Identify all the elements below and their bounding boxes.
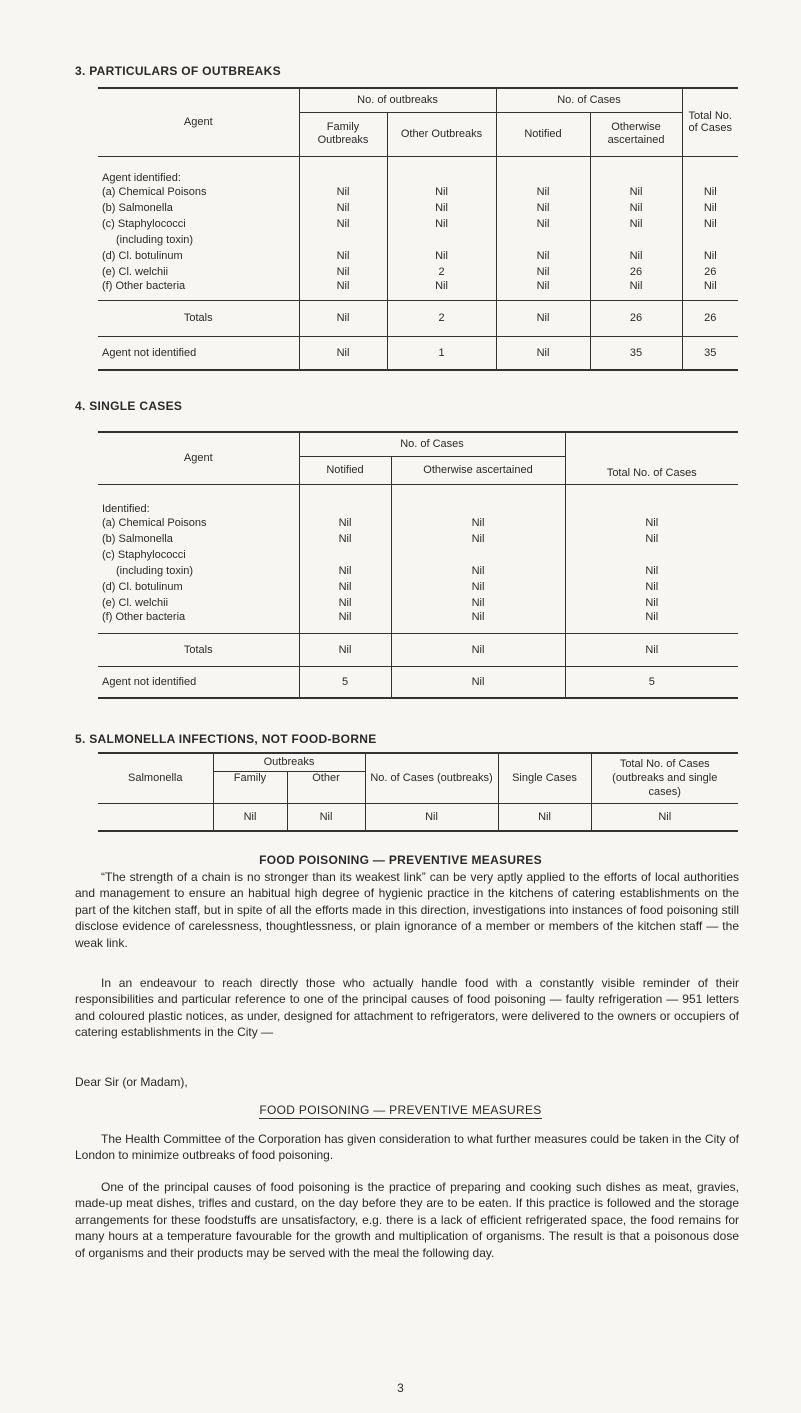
table-row: (d) Cl. botulinum Nil Nil Nil Nil Nil bbox=[98, 248, 738, 264]
group-label: Agent identified: bbox=[98, 156, 299, 184]
header-no-of-outbreaks: No. of outbreaks bbox=[299, 88, 496, 112]
letter-title: FOOD POISONING — PREVENTIVE MEASURES bbox=[259, 1103, 542, 1117]
header-total-cases: Total No. of Cases bbox=[682, 88, 738, 156]
header-other-outbreaks: Other Outbreaks bbox=[387, 112, 496, 156]
totals-row: Totals Nil Nil Nil bbox=[98, 633, 738, 666]
not-identified-row: Agent not identified Nil 1 Nil 35 35 bbox=[98, 336, 738, 370]
table-row: Nil Nil Nil Nil Nil bbox=[98, 803, 738, 831]
section-3-title: 3. PARTICULARS OF OUTBREAKS bbox=[75, 64, 281, 78]
header-otherwise-ascertained: Otherwise ascertained bbox=[391, 456, 565, 484]
single-cases-table bbox=[98, 431, 738, 699]
paragraph-3: The Health Committee of the Corporation has given consideration to what further measures could be taken in the City of London to minimize outbreaks of food poisoning. bbox=[75, 1132, 739, 1163]
table-row: (f) Other bacteria Nil Nil Nil bbox=[98, 611, 738, 633]
table-row: (e) Cl. welchii Nil 2 Nil 26 26 bbox=[98, 264, 738, 280]
table-row: (b) Salmonella Nil Nil Nil bbox=[98, 531, 738, 547]
paragraph-1: “The strength of a chain is no stronger than its weakest link” can be very aptly applied to the efforts of local authorities and management to ensure an habitual high degree of hygienic practice in the kitchens of catering establishments on the part of the kitchen staff, but in spite of all the efforts made in this direction, investigations into instances of food poisoning still disclose evidence of carelessness, thoughtlessness, or plain ignorance of a member or members of the kitchen staff — the weak link. bbox=[75, 870, 739, 950]
table-row: (e) Cl. welchii Nil Nil Nil bbox=[98, 595, 738, 611]
header-total-cases: Total No. of Cases (outbreaks and single cases) bbox=[591, 753, 738, 803]
header-agent: Agent bbox=[98, 432, 299, 484]
table-row: (d) Cl. botulinum Nil Nil Nil bbox=[98, 579, 738, 595]
table-row: (b) Salmonella Nil Nil Nil Nil Nil bbox=[98, 200, 738, 216]
header-notified: Notified bbox=[299, 456, 391, 484]
salmonella-table bbox=[98, 752, 738, 832]
salutation: Dear Sir (or Madam), bbox=[75, 1075, 188, 1089]
table-row: (c) Staphylococci bbox=[98, 547, 738, 563]
table-row: (including toxin) Nil Nil Nil bbox=[98, 563, 738, 579]
section-heading: FOOD POISONING — PREVENTIVE MEASURES bbox=[259, 853, 542, 867]
table-row: (a) Chemical Poisons Nil Nil Nil bbox=[98, 515, 738, 531]
header-family-outbreaks: Family Outbreaks bbox=[299, 112, 387, 156]
header-outbreaks: Outbreaks bbox=[213, 753, 365, 771]
page-number: 3 bbox=[397, 1381, 404, 1395]
header-salmonella: Salmonella bbox=[98, 753, 213, 803]
not-identified-row: Agent not identified 5 Nil 5 bbox=[98, 666, 738, 698]
totals-row: Totals Nil 2 Nil 26 26 bbox=[98, 300, 738, 336]
outbreaks-table bbox=[98, 87, 738, 371]
table-row: (c) Staphylococci Nil Nil Nil Nil Nil bbox=[98, 216, 738, 232]
header-no-of-cases: No. of Cases bbox=[496, 88, 682, 112]
section-4-title: 4. SINGLE CASES bbox=[75, 399, 183, 413]
header-agent: Agent bbox=[98, 88, 299, 156]
header-other: Other bbox=[287, 771, 365, 803]
header-family: Family bbox=[213, 771, 287, 803]
header-no-of-cases: No. of Cases bbox=[299, 432, 565, 456]
header-notified: Notified bbox=[496, 112, 590, 156]
table-row: (a) Chemical Poisons Nil Nil Nil Nil Nil bbox=[98, 184, 738, 200]
section-5-title: 5. SALMONELLA INFECTIONS, NOT FOOD-BORNE bbox=[75, 732, 377, 746]
header-single-cases: Single Cases bbox=[498, 753, 591, 803]
paragraph-4: One of the principal causes of food poisoning is the practice of preparing and cooking such dishes as meat, gravies, made-up meat dishes, trifles and custard, on the day before they are to be eaten. If this practice is followed and the storage arrangements for these foodstuffs are unsatisfactory, e.g. there is a lack of efficient refrigerated space, the food remains for many hours at a temperature favourable for the growth and multiplication of organisms. The result is that a poisonous dose of organisms and their products may be served with the meal the following day. bbox=[75, 1180, 739, 1260]
header-cases-outbreaks: No. of Cases (outbreaks) bbox=[365, 753, 498, 803]
header-total-cases: Total No. of Cases bbox=[565, 432, 738, 484]
header-otherwise-ascertained: Otherwise ascertained bbox=[590, 112, 682, 156]
group-label: Identified: bbox=[98, 484, 299, 515]
table-row: (including toxin) bbox=[98, 232, 738, 248]
table-row: (f) Other bacteria Nil Nil Nil Nil Nil bbox=[98, 280, 738, 300]
paragraph-2: In an endeavour to reach directly those who actually handle food with a constantly visible reminder of their responsibilities and particular reference to one of the principal causes of food poisoning — faulty refrigeration — 951 letters and coloured plastic notices, as under, designed for attachment to refrigerators, were delivered to the owners or occupiers of catering establishments in the City — bbox=[75, 976, 739, 1040]
